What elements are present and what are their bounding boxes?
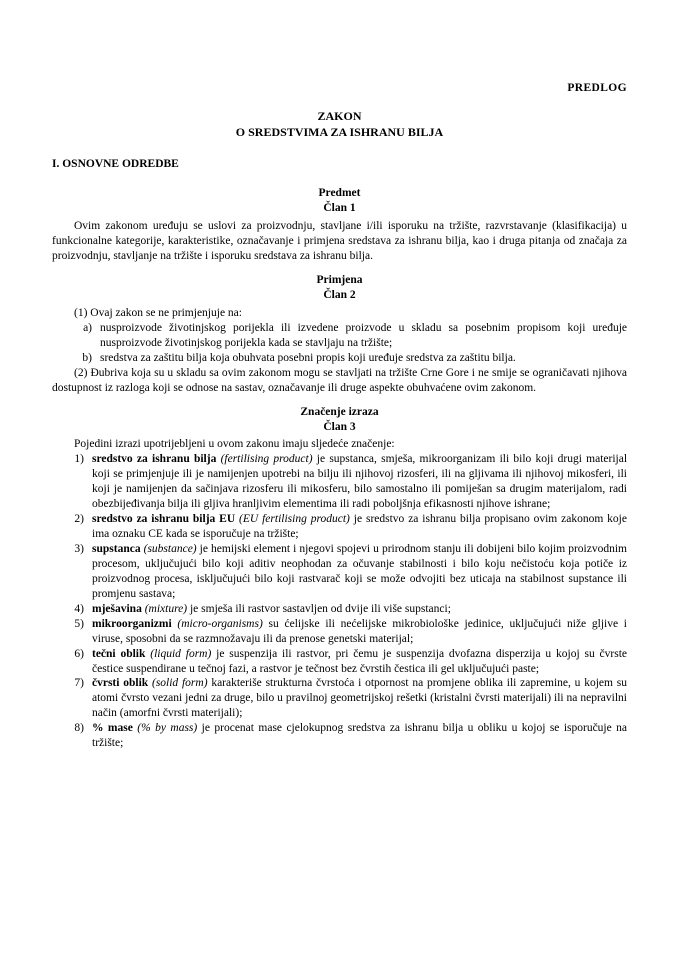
document-subtitle: O SREDSTVIMA ZA ISHRANU BILJA: [235, 125, 444, 140]
definition-english: (% by mass): [137, 722, 198, 735]
article-3-intro: Pojedini izrazi upotrijebljeni u ovom zakonu imaju sljedeće značenje:: [74, 438, 395, 451]
definition-term: tečni oblik: [92, 647, 146, 660]
definition-item: [66, 617, 627, 647]
definition-body: su ćelijske ili nećelijske mikrobiološke jedinice, uključujući niže gljive i viruse, sposobni da se razmnožavaju ili da prenose genetski materijal;: [92, 617, 627, 645]
definition-body: je supstanca, smješa, mikroorganizam ili bilo koji drugi materijal koji se primjenjuje ili je namijenjen upotrebi na bilju ili njihovoj rizosferi, ili na gljivama ili njihovoj mikosferi, ili koji je namijenjen da sačinjava rizosferu ili mikosferu, bilo samostalno ili pomiješan sa drugim materijalom, radi obezbijeđivanja bilja ili gljiva hranljivim elementima ili radi poboljšnja efikasnosti njihove ishrane;: [92, 453, 628, 511]
definition-marker: 3): [74, 543, 84, 555]
definition-body: je suspenzija ili rastvor, pri čemu je suspenzija dvofazna disperzija u kojoj su čvrste čestice suspendirane u tečnoj fazi, a rastvor je tečnost bez čvrstih čestica ili gel uključujući paste;: [92, 647, 627, 675]
definition-english: (fertilising product): [220, 453, 313, 466]
definition-term: čvrsti oblik: [92, 677, 149, 690]
definition-marker: 1): [74, 453, 84, 466]
definition-term: sredstvo za ishranu bilja EU: [92, 513, 236, 526]
definition-marker: 7): [74, 677, 84, 690]
article-3-heading: Značenje izraza: [300, 405, 379, 418]
definition-marker: 6): [74, 647, 84, 660]
definition-marker: 2): [74, 513, 84, 526]
article-1-number: Član 1: [323, 202, 356, 215]
list-item-text: sredstva za zaštitu bilja koja obuhvata posebni propis koji uređuje sredstva za zaštitu bilja.: [100, 351, 516, 364]
chapter-heading: I. OSNOVNE ODREDBE: [52, 158, 179, 171]
article-2-number: Član 2: [323, 289, 356, 301]
definition-text: [92, 721, 627, 751]
article-2-list: [52, 321, 627, 366]
list-item: [74, 321, 627, 351]
definition-item: [66, 721, 627, 751]
list-item-marker: a): [83, 321, 92, 334]
list-item-marker: b): [82, 351, 92, 364]
definition-body: je smješa ili rastvor sastavljen od dvije ili više supstanci;: [187, 602, 451, 615]
definition-text: [92, 617, 627, 647]
article-1: [52, 186, 627, 264]
article-2-heading: Primjena: [316, 274, 363, 287]
definition-marker: 8): [74, 722, 84, 735]
definition-english: (EU fertilising product): [239, 513, 350, 526]
definition-term: supstanca: [92, 543, 141, 555]
definition-english: (solid form): [151, 677, 208, 690]
definition-item: [66, 602, 627, 617]
definition-marker: 4): [74, 602, 84, 615]
article-3-number: Član 3: [323, 420, 356, 433]
definition-body: karakteriše strukturna čvrstoća i otpornost na promjene oblika ili zapremine, u kojem su atomi čvrsto vezani jedni za druge, bilo u pravilnoj geometrijskoj rešetki (kristalni čvrsti materijali) ili na nepravilni način (amorfni čvrsti materijali);: [92, 677, 627, 720]
definition-item: [66, 452, 627, 512]
definition-item: [66, 676, 627, 721]
definition-term: sredstvo za ishranu bilja: [92, 453, 217, 466]
definition-item: [66, 542, 627, 602]
definition-item: [66, 512, 627, 542]
definition-text: [92, 512, 627, 542]
definitions-list: [52, 452, 627, 751]
definition-text: [92, 602, 627, 617]
definition-item: [66, 647, 627, 677]
definition-english: (liquid form): [150, 647, 212, 660]
definition-english: (mixture): [144, 602, 188, 615]
article-1-heading: Predmet: [318, 187, 361, 200]
definition-term: % mase: [92, 722, 133, 735]
article-3: [52, 405, 627, 752]
article-2-paragraph-2: (2) Đubriva koja su u skladu sa ovim zakonom mogu se stavljati na tržište Crne Gore i ne smije se ograničavati njihova dostupnost iz razloga koji se odnose na sastav, označavanje ili druge aspekte obuhvaćene ovim zakonom.: [52, 366, 627, 394]
definition-english: (micro-organisms): [177, 617, 263, 630]
definition-term: mješavina: [92, 602, 142, 615]
definition-english: (substance): [143, 543, 197, 555]
article-1-paragraph: Ovim zakonom uređuju se uslovi za proizvodnju, stavljane i/ili isporuku na tržište, razvrstavanje (klasifikacija) u funkcionalne kategorije, karakteristike, označavanje i primjena sredstava za ishranu bilja, kao i druga pitanja od značaja za proizvodnju, stavljanje na tržište i isporuku sredstava za ishranu bilja.: [52, 220, 627, 263]
definition-body: je hemijski element i njegovi spojevi u prirodnom stanju ili dobijeni bilo kojim proizvodnim procesom, uključujući bilo koji aditiv neophodan za očuvanje stabilnosti i bilo koju nečistoću koja potiče iz proizvodnog procesa, isključujući bilo koji rastvarač koji se može odvojiti bez uticaja na stabilnost supstance ili promjenu sastava;: [92, 543, 627, 600]
definition-term: mikroorganizmi: [92, 617, 172, 630]
definition-text: [92, 676, 627, 721]
definition-text: [92, 647, 627, 677]
document-header-label: PREDLOG: [567, 82, 627, 94]
definition-marker: 5): [74, 617, 84, 630]
list-item-text: nusproizvode životinjskog porijekla ili izvedene proizvode u skladu sa posebnim propisom koji uređuje nusproizvode životinjskog porijekla kada se stavljaju na tržište;: [100, 321, 627, 349]
definition-body: je sredstvo za ishranu bilja propisano ovim zakonom koje ima oznaku CE kada se isporučuje na tržište;: [92, 513, 627, 541]
article-2: [52, 273, 627, 396]
definition-text: [92, 542, 627, 602]
article-2-intro: (1) Ovaj zakon se ne primjenjuje na:: [74, 306, 242, 319]
definition-body: je procenat mase cjelokupnog sredstva za ishranu bilja u obliku u kojoj se isporučuje na tržište;: [92, 722, 628, 750]
list-item: [74, 351, 627, 366]
document-title: ZAKON: [317, 109, 362, 123]
definition-text: [92, 452, 627, 512]
